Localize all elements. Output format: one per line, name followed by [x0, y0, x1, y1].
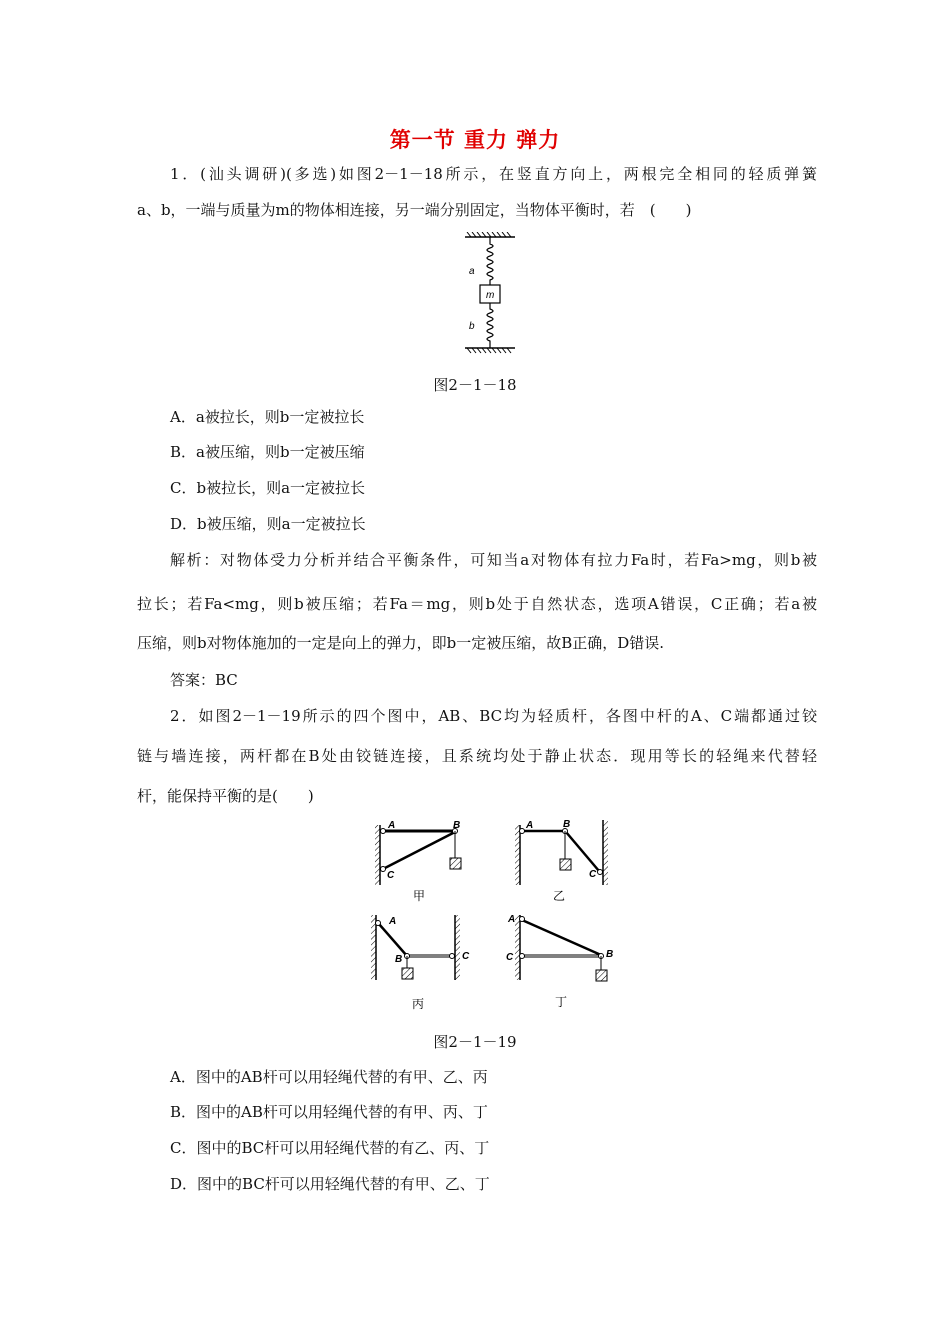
q2-stem-line3: 杆，能保持平衡的是( ): [137, 787, 314, 805]
q1-analysis-line1: 解析：对物体受力分析并结合平衡条件，可知当a对物体有拉力Fa时，若Fa>mg，则b被: [170, 551, 817, 569]
spring-a-label: a: [469, 266, 475, 277]
ding-label-a: A: [508, 914, 516, 925]
bing-label-c: C: [462, 951, 470, 962]
bing-label-a: A: [389, 916, 397, 927]
q2-option-d: D．图中的BC杆可以用轻绳代替的有甲、乙、丁: [170, 1175, 490, 1193]
mass-label: m: [486, 290, 495, 301]
q1-option-a: A．a被拉长，则b一定被拉长: [170, 408, 365, 426]
q2-stem-line1: 2．如图2－1－19所示的四个图中，AB、BC均为轻质杆，各图中杆的A、C端都通过铰: [170, 707, 817, 725]
q1-stem-line2: a、b，一端与质量为m的物体相连接，另一端分别固定，当物体平衡时，若 ( ): [137, 201, 692, 219]
ding-label-c: C: [506, 952, 514, 963]
figure-ding: [506, 914, 613, 1009]
q1-answer: 答案：BC: [170, 671, 238, 689]
figure-label-bing: 丙: [412, 997, 425, 1011]
q2-option-c: C．图中的BC杆可以用轻绳代替的有乙、丙、丁: [170, 1139, 490, 1157]
q1-option-d: D．b被压缩，则a一定被拉长: [170, 515, 366, 533]
ding-label-b: B: [606, 949, 614, 960]
figure-label-ding: 丁: [555, 995, 568, 1009]
figure-caption-2-1-18: 图2－1－18: [433, 376, 517, 394]
q2-option-b: B．图中的AB杆可以用轻绳代替的有甲、丙、丁: [170, 1103, 488, 1121]
yi-label-c: C: [589, 869, 597, 880]
jia-label-a: A: [388, 820, 396, 831]
spring-b-label: b: [469, 321, 475, 332]
q2-option-a: A．图中的AB杆可以用轻绳代替的有甲、乙、丙: [170, 1068, 488, 1086]
figure-label-jia: 甲: [413, 889, 426, 903]
yi-label-b: B: [563, 819, 571, 830]
figure-caption-2-1-19: 图2－1－19: [433, 1033, 517, 1051]
jia-label-c: C: [387, 870, 395, 881]
q1-stem-line1: 1．(汕头调研)(多选)如图2－1－18所示，在竖直方向上，两根完全相同的轻质弹簧: [170, 165, 817, 183]
figure-yi: [515, 819, 608, 903]
q1-option-b: B．a被压缩，则b一定被压缩: [170, 443, 365, 461]
figure-2-1-19: [365, 815, 625, 1015]
jia-label-b: B: [453, 820, 461, 831]
q1-analysis-line2: 拉长；若Fa<mg，则b被压缩；若Fa＝mg，则b处于自然状态，选项A错误，C正确；若a被: [137, 595, 817, 613]
q1-option-c: C．b被拉长，则a一定被拉长: [170, 479, 366, 497]
q1-analysis-line3: 压缩，则b对物体施加的一定是向上的弹力，即b一定被压缩，故B正确，D错误.: [137, 634, 665, 652]
q2-stem-line2: 链与墙连接，两杆都在B处由铰链连接，且系统均处于静止状态．现用等长的轻绳来代替轻: [137, 747, 817, 765]
yi-label-a: A: [526, 820, 534, 831]
figure-jia: [375, 820, 461, 903]
bing-label-b: B: [395, 954, 403, 965]
page-title: 第一节 重力 弹力: [389, 127, 561, 152]
figure-label-yi: 乙: [553, 889, 566, 903]
figure-bing: [371, 915, 470, 1011]
figure-2-1-18: [455, 232, 525, 357]
